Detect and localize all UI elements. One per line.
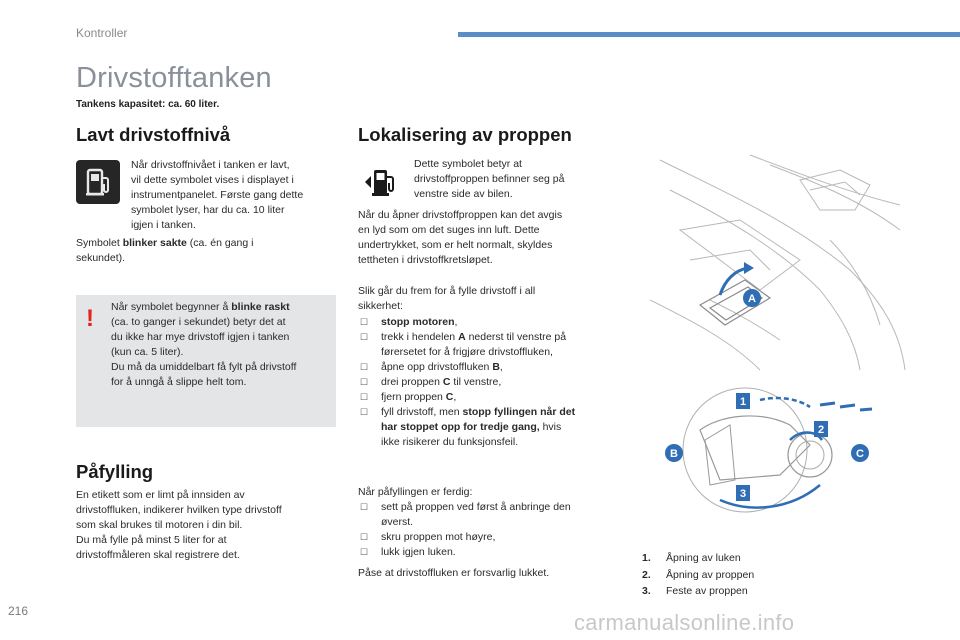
header-accent-bar	[458, 32, 960, 37]
text-line: Du må fylle på minst 5 liter for at	[76, 534, 227, 546]
refill-text	[76, 488, 341, 563]
text-line: venstre side av bilen.	[414, 188, 513, 200]
text-line: drivstoffproppen befinner seg på	[414, 173, 565, 185]
list-item: ☐ skru proppen mot høyre,	[360, 531, 496, 543]
text-line: Når du åpner drivstoffproppen kan det avgis	[358, 209, 563, 221]
text-line: tettheten i drivstoffkretsløpet.	[358, 254, 493, 266]
callout-b-label: B	[670, 448, 678, 460]
low-fuel-description	[131, 158, 341, 233]
bullet-icon: ☐	[360, 317, 369, 327]
refill-heading: Påfylling	[76, 461, 154, 482]
fuel-pump-warning-icon	[76, 160, 120, 204]
fuel-cap-illustration	[660, 385, 880, 520]
warning-exclamation-icon: !	[86, 305, 94, 332]
bullet-icon: ☐	[360, 407, 369, 417]
text-line: instrumentpanelet. Første gang dette	[131, 189, 304, 201]
done-steps-list	[358, 500, 620, 560]
page-title: Drivstofftanken	[76, 62, 272, 94]
callout-a-label: A	[748, 293, 756, 305]
bullet-icon: ☐	[360, 532, 369, 542]
text-line: Når drivstoffnivået i tanken er lavt,	[131, 159, 290, 171]
legend-item: 3. Feste av proppen	[642, 585, 748, 597]
bullet-icon: ☐	[360, 547, 369, 557]
safe-fill-intro	[358, 284, 618, 314]
blink-slow-text: Symbolet blinker sakte (ca. én gang i sekundet).	[76, 236, 341, 266]
list-item: ☐ stopp motoren,	[360, 316, 458, 328]
text-line: sekundet).	[76, 252, 126, 264]
done-outro: Påse at drivstoffluken er forsvarlig lukket.	[358, 567, 550, 579]
text-line: (ca. to ganger i sekundet) betyr det at	[111, 316, 286, 328]
page-number: 216	[8, 604, 29, 618]
text-line: (kun ca. 5 liter).	[111, 346, 184, 358]
list-item: ☐ trekk i hendelen A nederst til venstre på førersetet for å frigjøre drivstoffluken,	[360, 331, 567, 358]
legend-item: 1. Åpning av luken	[642, 552, 741, 564]
text-line: som skal brukes til motoren i din bil.	[76, 519, 243, 531]
text-line: drivstoffmåleren skal registrere det.	[76, 549, 240, 561]
text-line: vil dette symbolet vises i displayet i	[131, 174, 294, 186]
location-heading: Lokalisering av proppen	[358, 124, 572, 145]
refuel-steps-list	[358, 315, 620, 450]
illustration-legend	[642, 550, 754, 600]
list-item: ☐ lukk igjen luken.	[360, 546, 456, 558]
symbol-description	[414, 157, 614, 202]
bullet-icon: ☐	[360, 502, 369, 512]
low-fuel-heading: Lavt drivstoffnivå	[76, 124, 231, 145]
opening-note	[358, 208, 618, 268]
fuel-pump-left-side-icon	[360, 162, 400, 202]
car-seat-lever-illustration	[650, 150, 910, 375]
text-line: du ikke har mye drivstoff igjen i tanken	[111, 331, 290, 343]
callout-c-label: C	[856, 448, 864, 460]
text-line: for å unngå å slippe helt tom.	[111, 376, 247, 388]
text-line: Slik går du frem for å fylle drivstoff i all	[358, 285, 536, 297]
callout-1-label: 1	[739, 396, 747, 408]
legend-item: 2. Åpning av proppen	[642, 568, 755, 581]
callout-2-label: 2	[817, 424, 825, 436]
list-item: ☐ fyll drivstoff, men stopp fyllingen når det har stoppet opp for tredje gang, hvis ikke risikerer du funksjonsfeil.	[360, 406, 576, 448]
text-line: Dette symbolet betyr at	[414, 158, 522, 170]
text-line: symbolet lyser, har du ca. 10 liter	[131, 204, 285, 216]
text-line: Du må da umiddelbart få fylt på drivstoff	[111, 361, 297, 373]
bullet-icon: ☐	[360, 362, 369, 372]
section-label: Kontroller	[76, 26, 128, 40]
list-item: ☐ sett på proppen ved først å anbringe den øverst.	[360, 501, 571, 528]
text-line: drivstoffluken, indikerer hvilken type drivstoff	[76, 504, 282, 516]
callout-3-label: 3	[739, 488, 747, 500]
text-line: undertrykket, som er helt normalt, skyldes	[358, 239, 553, 251]
text-line: En etikett som er limt på innsiden av	[76, 489, 245, 501]
text-line: igjen i tanken.	[131, 219, 196, 231]
list-item: ☐ fjern proppen C,	[360, 391, 457, 403]
bullet-icon: ☐	[360, 377, 369, 387]
watermark: carmanualsonline.info	[574, 610, 795, 635]
tank-capacity: Tankens kapasitet: ca. 60 liter.	[76, 99, 220, 110]
warning-text: Når symbolet begynner å blinke raskt (ca. to ganger i sekundet) betyr det at du ikke har mye drivstoff igjen i tanken (kun ca. 5 liter). Du må da umiddelbart få fylt på drivstoff for å unngå å slippe helt tom.	[111, 300, 333, 390]
list-item: ☐ drei proppen C til venstre,	[360, 376, 502, 388]
bullet-icon: ☐	[360, 392, 369, 402]
text-line: en lyd som om det suges inn luft. Dette	[358, 224, 540, 236]
done-intro: Når påfyllingen er ferdig:	[358, 486, 473, 498]
list-item: ☐ åpne opp drivstoffluken B,	[360, 361, 503, 373]
bullet-icon: ☐	[360, 332, 369, 342]
text-line: sikkerhet:	[358, 300, 403, 312]
